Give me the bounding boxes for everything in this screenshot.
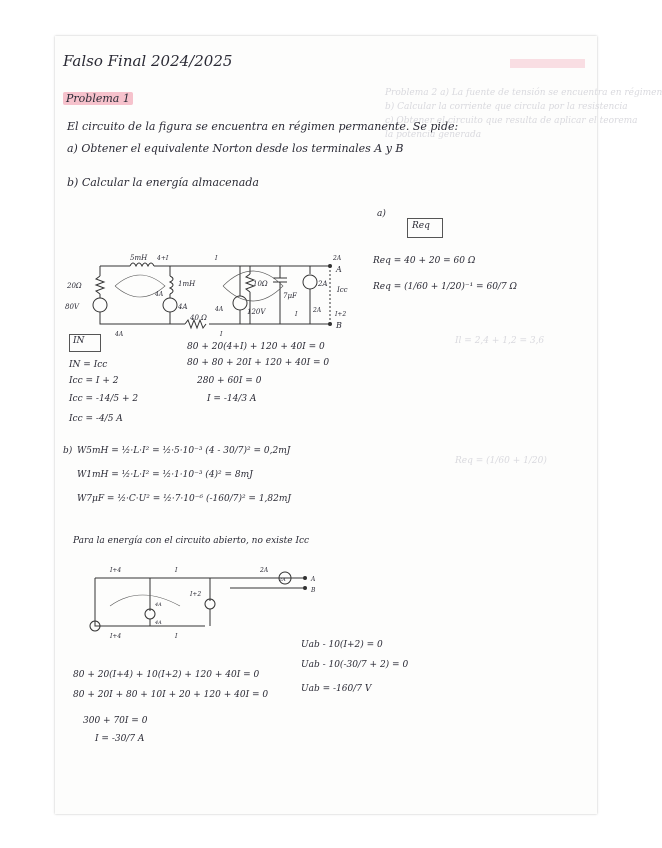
req-equation: Req = (1/60 + 1/20)⁻¹ = 60/7 Ω xyxy=(373,282,518,292)
req-box-label: Req xyxy=(412,221,430,231)
circuit-diagram-open xyxy=(55,556,335,646)
label-current: I xyxy=(220,331,223,338)
label-40ohm: 40 Ω xyxy=(190,314,207,322)
label-current: 2A xyxy=(260,567,269,574)
label-4a: 4A xyxy=(155,602,162,608)
norton-equation: Icc = -4/5 A xyxy=(69,414,123,424)
statement-line: El circuito de la figura se encuentra en régimen permanente. Se pide: xyxy=(67,120,459,133)
terminal-a: A xyxy=(336,265,342,274)
kvl-equation: I = -30/7 A xyxy=(95,734,145,744)
label-current: I+4 xyxy=(110,567,122,574)
circuit-note: Para la energía con el circuito abierto, no existe Icc xyxy=(73,536,310,546)
terminal-b: B xyxy=(336,321,342,330)
label-120v: 120V xyxy=(247,308,266,316)
energy-equation: W5mH = ½·L·I² = ½·5·10⁻³ (4 - 30/7)² = 0,2mJ xyxy=(77,446,291,456)
part-label: a) xyxy=(377,209,386,219)
label-icc: Icc xyxy=(337,286,348,294)
label-current: I+4 xyxy=(110,633,122,640)
kvl-equation: 80 + 80 + 20I + 120 + 40I = 0 xyxy=(187,358,330,368)
label-10ohm: 10Ω xyxy=(253,280,268,288)
label-current: 4A xyxy=(155,291,164,298)
label-current: 4+I xyxy=(157,255,169,262)
ghost-text: Problema 2 a) La fuente de tensión se encuentra en régimen xyxy=(385,88,662,98)
kvl-equation: I = -14/3 A xyxy=(207,394,257,404)
label-4a: 4A xyxy=(178,303,188,311)
label-5mh: 5mH xyxy=(130,254,148,262)
label-current: 2A xyxy=(313,307,322,314)
kvl-equation: 80 + 20(4+I) + 120 + 40I = 0 xyxy=(187,342,325,352)
uab-equation: Uab = -160/7 V xyxy=(301,684,372,694)
norton-equation: IN = Icc xyxy=(69,360,108,370)
label-current: I xyxy=(175,567,178,574)
label-7uf: 7μF xyxy=(283,292,297,300)
norton-equation: Icc = I + 2 xyxy=(69,376,119,386)
terminal-b: B xyxy=(311,587,316,594)
ghost-text: Il = 2,4 + 1,2 = 3,6 xyxy=(455,336,545,346)
label-current: 2A xyxy=(333,255,342,262)
page-title: Falso Final 2024/2025 xyxy=(63,52,233,70)
energy-equation: W7μF = ½·C·U² = ½·7·10⁻⁶ (-160/7)² = 1,82mJ xyxy=(77,494,292,504)
label-2a: 2A xyxy=(279,577,286,583)
kvl-equation: 80 + 20I + 80 + 10I + 20 + 120 + 40I = 0 xyxy=(73,690,269,700)
statement-line: a) Obtener el equivalente Norton desde los terminales A y B xyxy=(67,142,404,155)
label-20ohm: 20Ω xyxy=(67,282,82,290)
norton-equation: Icc = -14/5 + 2 xyxy=(69,394,139,404)
label-current: I+2 xyxy=(335,311,347,318)
part-label: b) xyxy=(63,446,73,456)
label-current: I xyxy=(295,311,298,318)
statement-line: b) Calcular la energía almacenada xyxy=(67,176,259,189)
circuit-diagram xyxy=(55,216,385,336)
ghost-text: c) Obtener el circuito que resulta de aplicar el teorema xyxy=(385,116,638,126)
label-1mh: 1mH xyxy=(178,280,196,288)
uab-equation: Uab - 10(-30/7 + 2) = 0 xyxy=(301,660,409,670)
label-current: 4A xyxy=(115,331,124,338)
kvl-equation: 80 + 20(I+4) + 10(I+2) + 120 + 40I = 0 xyxy=(73,670,260,680)
norton-box-label: IN xyxy=(73,336,85,346)
label-current: 4A xyxy=(215,306,224,313)
label-80v: 80V xyxy=(65,303,79,311)
label-current: I xyxy=(215,255,218,262)
kvl-equation: 280 + 60I = 0 xyxy=(197,376,262,386)
kvl-equation: 300 + 70I = 0 xyxy=(83,716,148,726)
req-equation: Req = 40 + 20 = 60 Ω xyxy=(373,256,476,266)
label-4a: 4A xyxy=(155,620,162,626)
label-2a: 2A xyxy=(318,280,328,288)
terminal-a: A xyxy=(311,576,316,583)
ghost-text: Req = (1/60 + 1/20) xyxy=(455,456,547,466)
problem-heading: Problema 1 xyxy=(63,92,133,105)
notebook-page xyxy=(55,36,662,814)
ghost-text: b) Calcular la corriente que circula por la resistencia xyxy=(385,102,628,112)
energy-equation: W1mH = ½·L·I² = ½·1·10⁻³ (4)² = 8mJ xyxy=(77,470,253,480)
ghost-text: la potencia generada xyxy=(385,130,482,140)
highlighter-mark xyxy=(510,56,590,70)
label-current: I xyxy=(175,633,178,640)
uab-equation: Uab - 10(I+2) = 0 xyxy=(301,640,383,650)
label-current: I+2 xyxy=(190,591,202,598)
